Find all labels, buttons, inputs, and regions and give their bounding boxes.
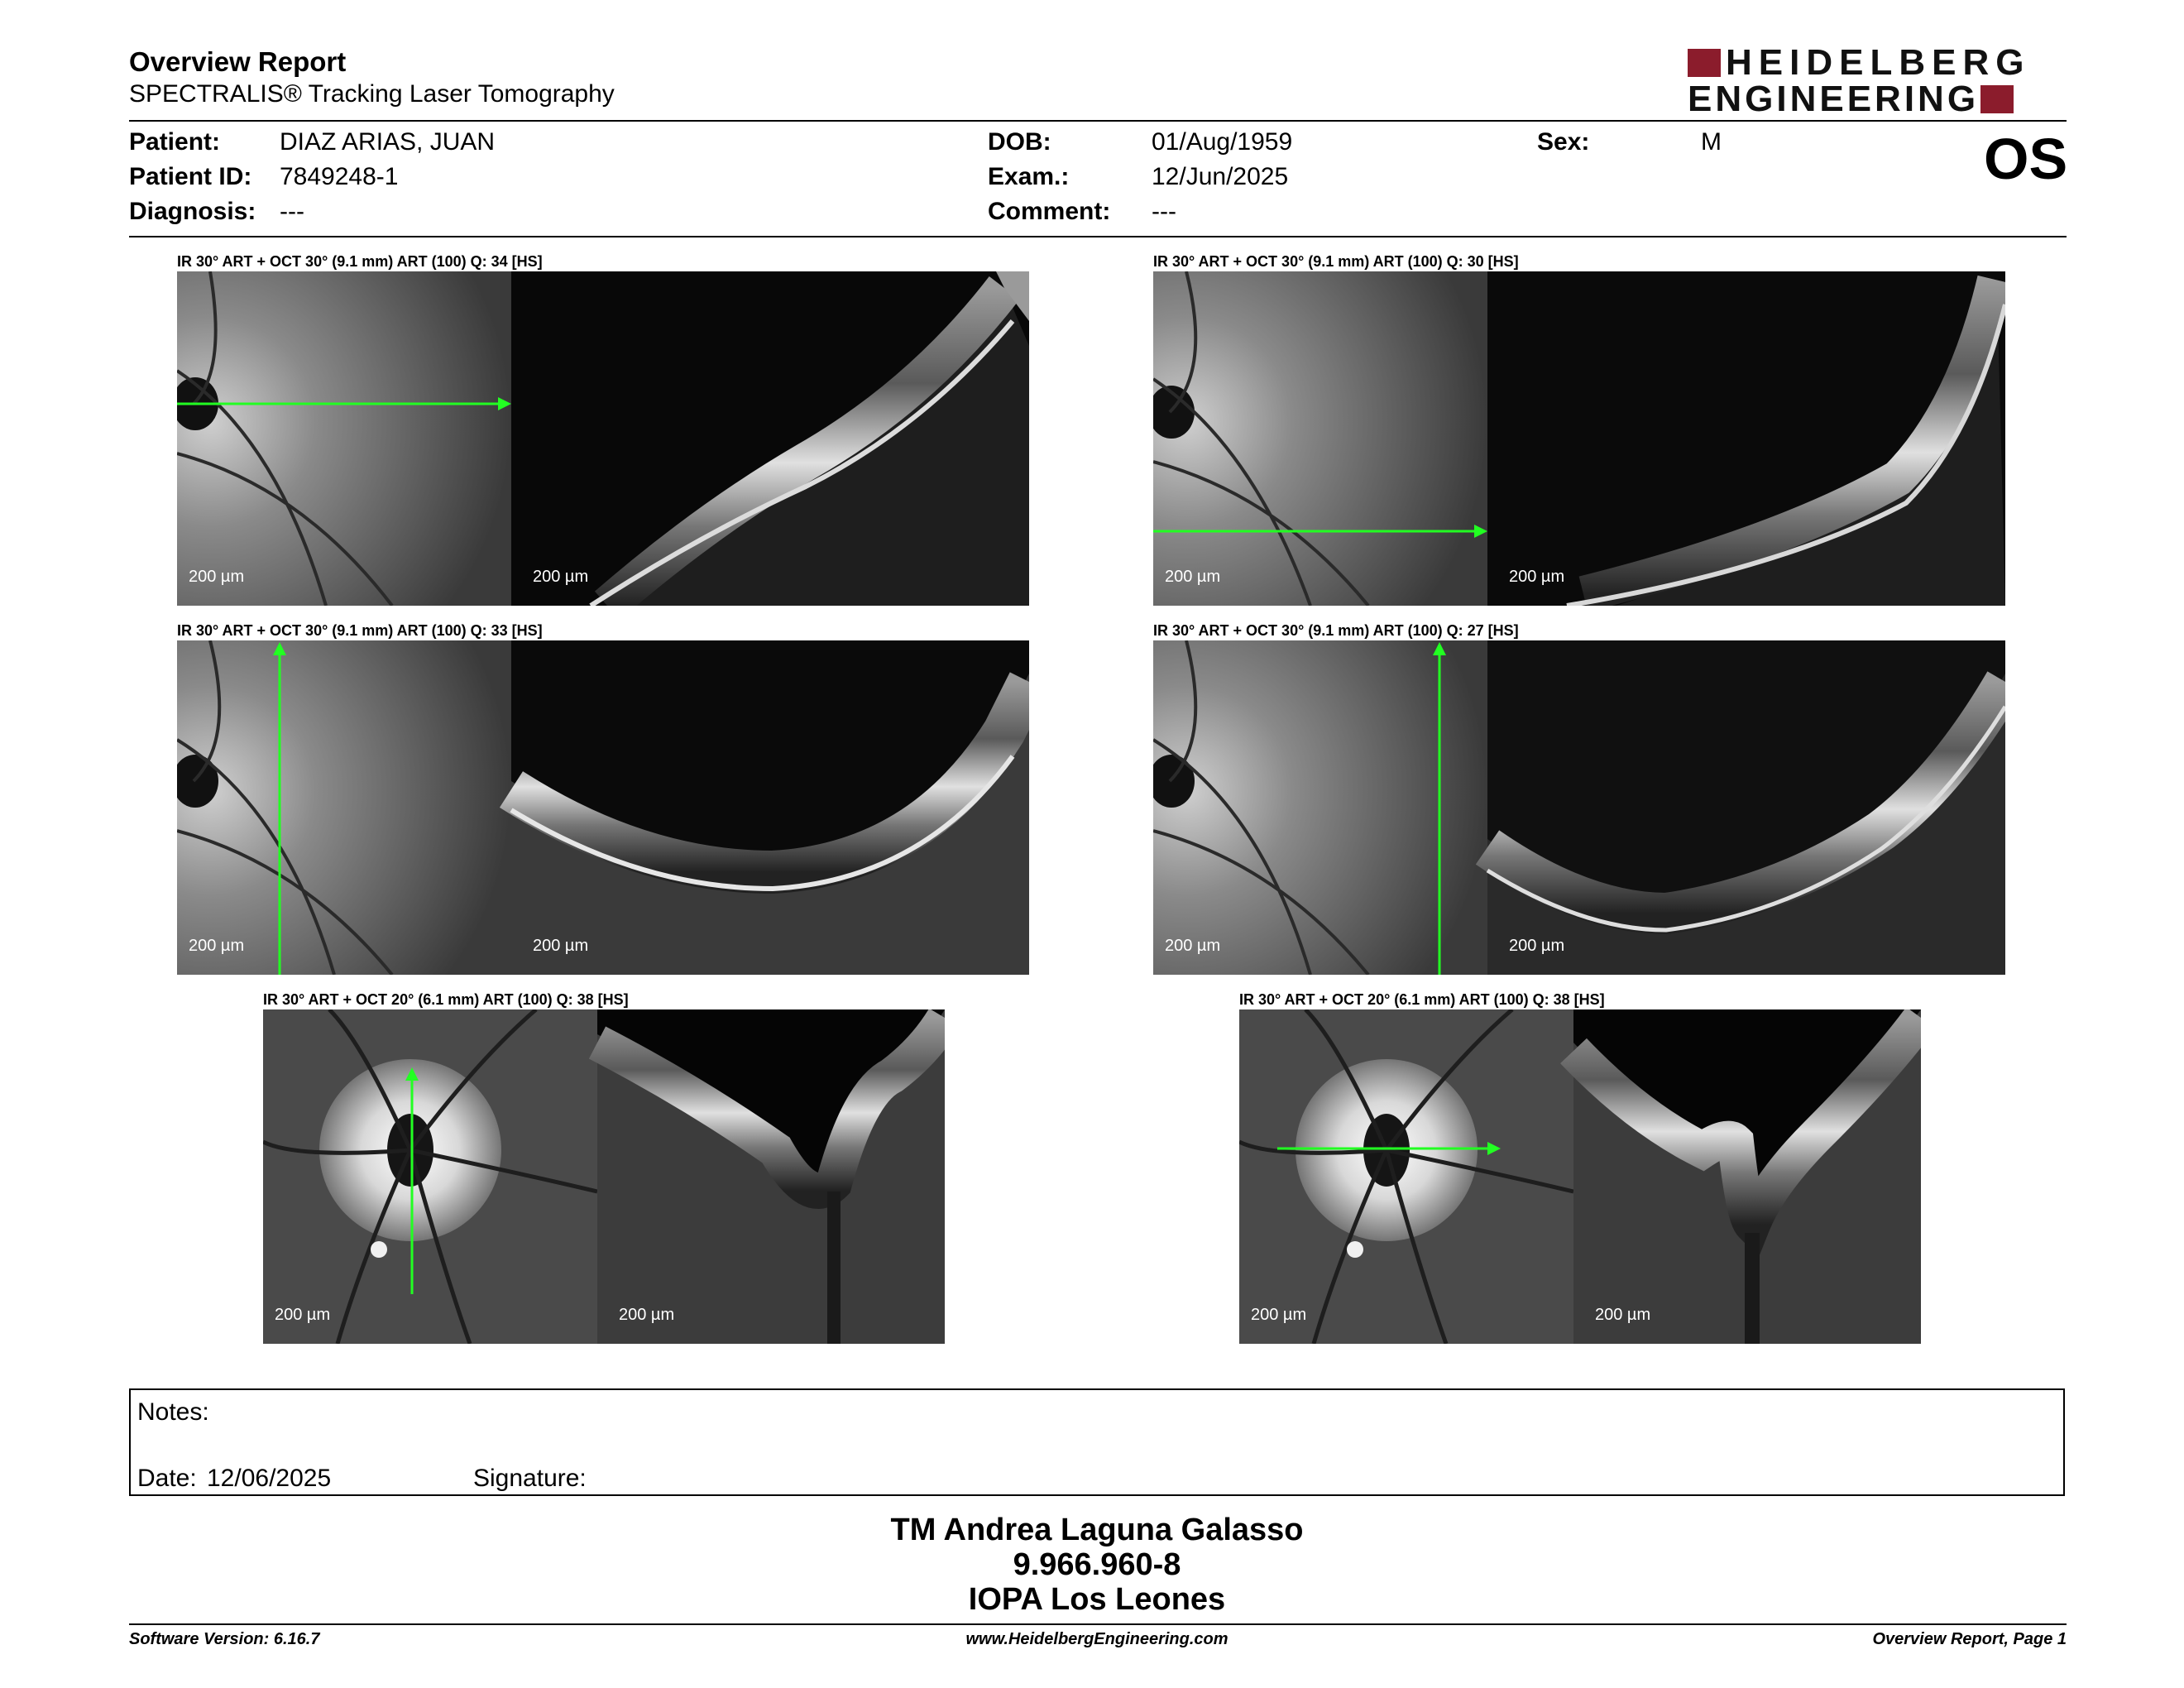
date-value: 12/06/2025	[207, 1465, 332, 1492]
scan-3-image	[177, 640, 1029, 975]
report-subtitle: SPECTRALIS® Tracking Laser Tomography	[129, 80, 615, 108]
signatory-name: TM Andrea Laguna Galasso	[890, 1513, 1304, 1547]
signatory-id: 9.966.960-8	[1013, 1547, 1181, 1582]
eye-laterality: OS	[1984, 127, 2068, 191]
scan-5-scale-right: 200 µm	[619, 1306, 675, 1324]
patient-id: 7849248-1	[280, 163, 399, 190]
comment-label: Comment:	[988, 198, 1111, 225]
scan-3-caption: IR 30° ART + OCT 30° (9.1 mm) ART (100) Q: 33 [HS]	[177, 622, 543, 639]
date-label: Date:	[137, 1465, 197, 1492]
page-indicator: Overview Report, Page 1	[1872, 1630, 2067, 1648]
scan-2-caption: IR 30° ART + OCT 30° (9.1 mm) ART (100) Q: 30 [HS]	[1153, 253, 1519, 270]
notes-box	[129, 1388, 2065, 1496]
exam-value: 12/Jun/2025	[1152, 163, 1289, 190]
footer-divider	[129, 1623, 2067, 1625]
logo-square-icon	[1688, 49, 1721, 77]
header-divider	[129, 120, 2067, 122]
exam-label: Exam.:	[988, 163, 1070, 190]
scan-6-image	[1239, 1009, 1921, 1344]
patient-name-label: Patient:	[129, 128, 221, 156]
report-title: Overview Report	[129, 46, 347, 77]
scan-1-scale-left: 200 µm	[189, 568, 245, 586]
logo-square-icon	[1980, 85, 2014, 113]
scan-5-scale-left: 200 µm	[275, 1306, 331, 1324]
scan-6-scale-right: 200 µm	[1595, 1306, 1651, 1324]
notes-label: Notes:	[137, 1398, 209, 1426]
scan-2-scale-left: 200 µm	[1165, 568, 1221, 586]
scan-4-image	[1153, 640, 2005, 975]
logo-line-2: ENGINEERING	[1688, 79, 1980, 119]
sex-value: M	[1701, 128, 1722, 156]
scan-4-scale-right: 200 µm	[1509, 937, 1565, 955]
logo-line-1: HEIDELBERG	[1726, 42, 2031, 83]
dob-value: 01/Aug/1959	[1152, 128, 1293, 156]
patient-name: DIAZ ARIAS, JUAN	[280, 128, 496, 156]
scan-6-scale-left: 200 µm	[1251, 1306, 1307, 1324]
scan-3-panel	[177, 640, 1029, 975]
heidelberg-logo	[1688, 42, 2068, 119]
scan-6-caption: IR 30° ART + OCT 20° (6.1 mm) ART (100) Q: 38 [HS]	[1239, 991, 1605, 1008]
diagnosis-value: ---	[280, 198, 304, 225]
software-version: Software Version: 6.16.7	[129, 1630, 320, 1648]
scan-1-panel	[177, 271, 1029, 606]
scan-4-panel	[1153, 640, 2005, 975]
patient-divider	[129, 236, 2067, 237]
signature-label: Signature:	[473, 1465, 587, 1492]
scan-6-panel	[1239, 1009, 1921, 1344]
diagnosis-label: Diagnosis:	[129, 198, 256, 225]
scan-1-caption: IR 30° ART + OCT 30° (9.1 mm) ART (100) Q: 34 [HS]	[177, 253, 543, 270]
scan-5-panel	[263, 1009, 945, 1344]
scan-2-image	[1153, 271, 2005, 606]
dob-label: DOB:	[988, 128, 1051, 156]
comment-value: ---	[1152, 198, 1176, 225]
sex-label: Sex:	[1537, 128, 1590, 156]
scan-4-scale-left: 200 µm	[1165, 937, 1221, 955]
scan-2-panel	[1153, 271, 2005, 606]
scan-5-image	[263, 1009, 945, 1344]
scan-3-scale-left: 200 µm	[189, 937, 245, 955]
signatory-institution: IOPA Los Leones	[968, 1582, 1226, 1617]
patient-id-label: Patient ID:	[129, 163, 252, 190]
scan-1-image	[177, 271, 1029, 606]
scan-3-scale-right: 200 µm	[533, 937, 589, 955]
scan-5-caption: IR 30° ART + OCT 20° (6.1 mm) ART (100) Q: 38 [HS]	[263, 991, 629, 1008]
scan-1-scale-right: 200 µm	[533, 568, 589, 586]
scan-4-caption: IR 30° ART + OCT 30° (9.1 mm) ART (100) Q: 27 [HS]	[1153, 622, 1519, 639]
scan-2-scale-right: 200 µm	[1509, 568, 1565, 586]
website-link[interactable]: www.HeidelbergEngineering.com	[965, 1630, 1228, 1648]
